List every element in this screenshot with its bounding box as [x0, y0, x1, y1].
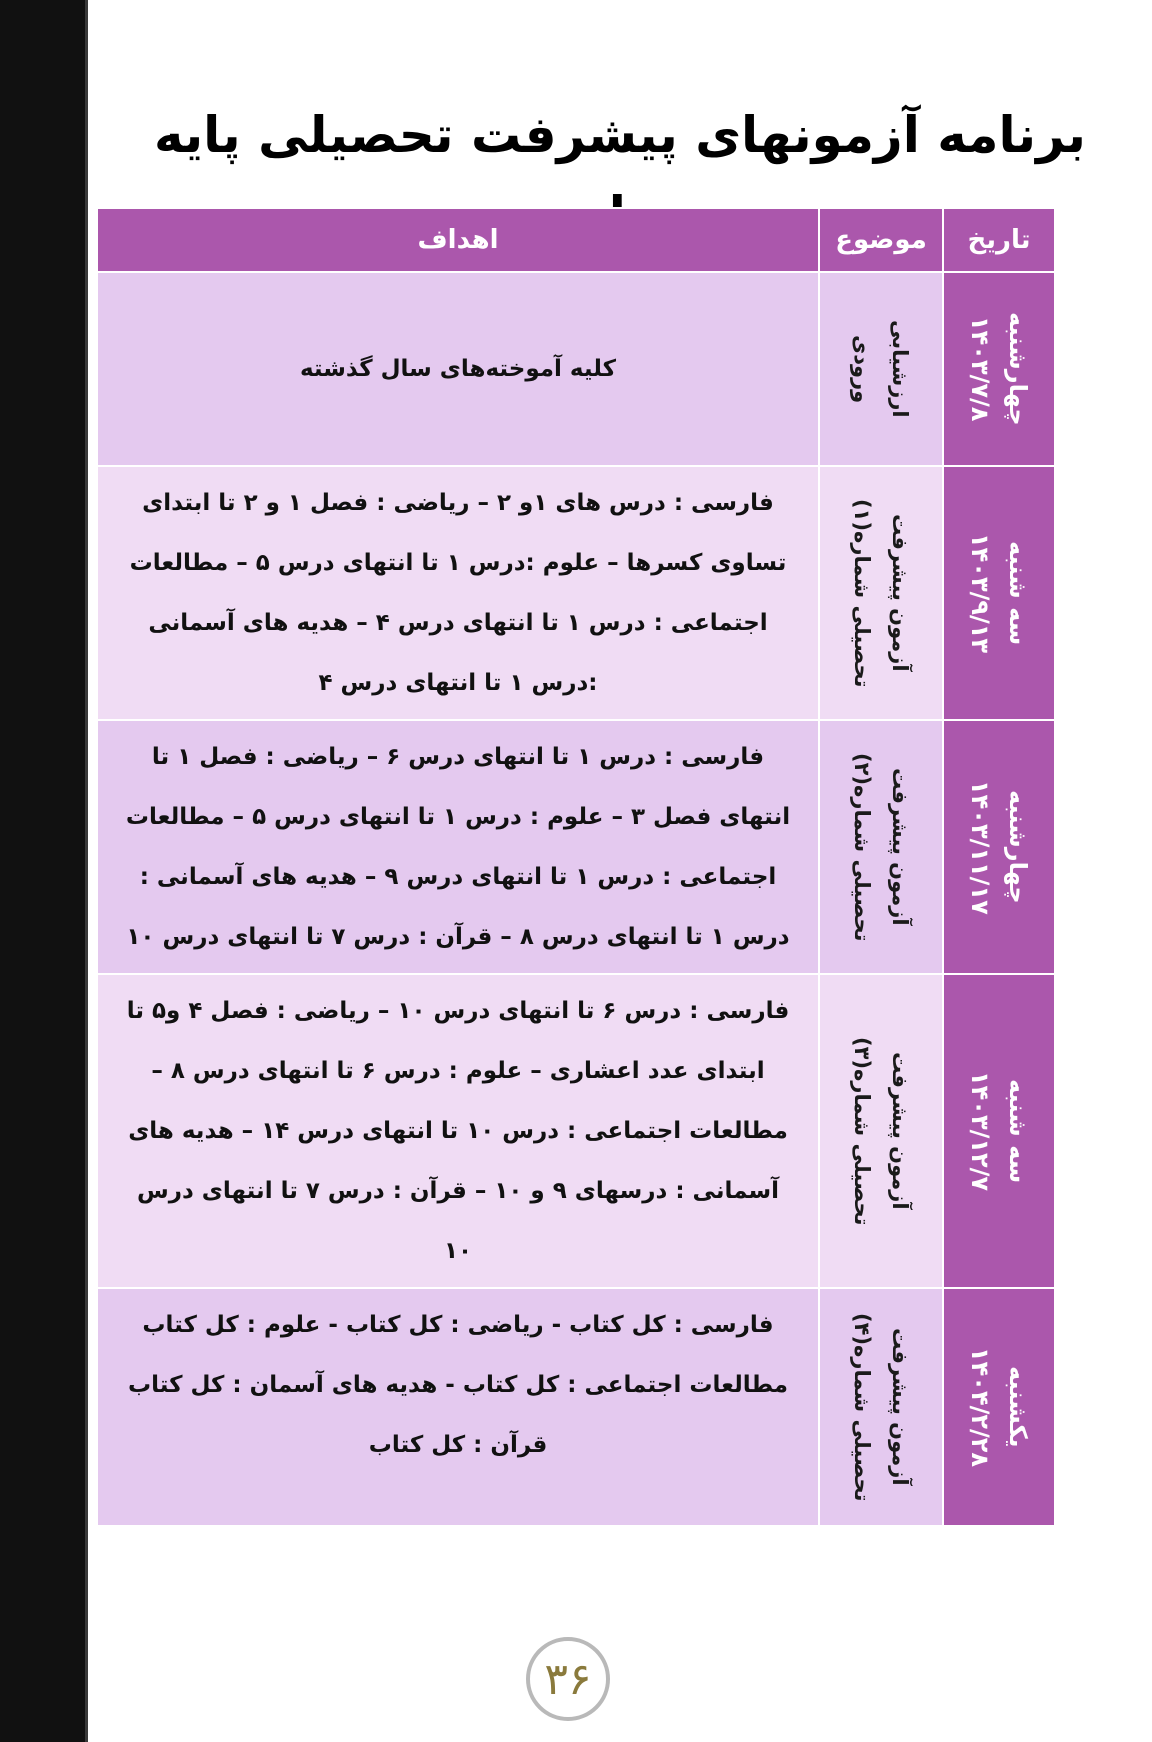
day-label: چهارشنبه	[1004, 312, 1032, 426]
goals-cell: فارسی : درس های ۱و ۲ – ریاضی : فصل ۱ و ۲ تا ابتدای تساوی کسرها – علوم :درس ۱ تا انتهای درس ۵ – مطالعات اجتماعی : درس ۱ تا انتهای درس ۴ – هدیه های آسمانی :درس ۱ تا انتهای درس ۴	[97, 466, 819, 720]
header-topic: موضوع	[819, 208, 943, 272]
date-label: ۱۴۰۴/۲/۲۸	[966, 1346, 994, 1468]
topic-cell	[819, 720, 943, 974]
date-cell	[943, 720, 1055, 974]
date-cell	[943, 1288, 1055, 1526]
header-date: تاریخ	[943, 208, 1055, 272]
goals-cell: فارسی : کل کتاب - ریاضی : کل کتاب - علوم : کل کتاب مطالعات اجتماعی : کل کتاب - هدیه های آسمان : کل کتاب قرآن : کل کتاب	[97, 1288, 819, 1526]
topic-line1: آزمون پیشرفت	[888, 1052, 912, 1210]
day-label: چهارشنبه	[1004, 790, 1032, 904]
topic-line2: تحصیلی شماره(۱)	[850, 498, 874, 688]
topic-line2: تحصیلی شماره(۲)	[850, 752, 874, 942]
table-row	[97, 974, 1055, 1288]
table-row	[97, 720, 1055, 974]
date-cell	[943, 974, 1055, 1288]
table-header-row	[97, 208, 1055, 272]
topic-line1: آزمون پیشرفت	[888, 768, 912, 926]
date-cell	[943, 272, 1055, 466]
date-label: ۱۴۰۳/۷/۸	[966, 316, 994, 422]
topic-line1: ارزشیابی	[888, 320, 912, 418]
date-label: ۱۴۰۳/۹/۱۳	[966, 532, 994, 654]
date-label: ۱۴۰۳/۱۲/۷	[966, 1070, 994, 1192]
day-label: سه شنبه	[1004, 540, 1032, 646]
topic-cell	[819, 466, 943, 720]
topic-line2: تحصیلی شماره(۴)	[850, 1312, 874, 1502]
topic-line2: ورودی	[850, 334, 874, 404]
topic-line2: تحصیلی شماره(۳)	[850, 1036, 874, 1226]
topic-cell	[819, 974, 943, 1288]
goals-cell: فارسی : درس ۶ تا انتهای درس ۱۰ – ریاضی : فصل ۴ و۵ تا ابتدای عدد اعشاری – علوم : درس ۶ تا انتهای درس ۸ – مطالعات اجتماعی : درس ۱۰ تا انتهای درس ۱۴ – هدیه های آسمانی : درسهای ۹ و ۱۰ – قرآن : درس ۷ تا انتهای درس ۱۰	[97, 974, 819, 1288]
header-goals: اهداف	[97, 208, 819, 272]
exam-schedule-table	[96, 207, 1056, 1527]
topic-cell	[819, 272, 943, 466]
page-title: برنامه آزمونهای پیشرفت تحصیلی پایه	[154, 106, 1086, 164]
table-row	[97, 272, 1055, 466]
page-number-badge: ۳۶	[526, 1637, 610, 1721]
topic-line1: آزمون پیشرفت	[888, 514, 912, 672]
goals-cell: کلیه آموخته‌های سال گذشته	[97, 272, 819, 466]
table-row	[97, 466, 1055, 720]
topic-line1: آزمون پیشرفت	[888, 1328, 912, 1486]
day-label: یکشنبه	[1004, 1366, 1032, 1448]
page-binding-strip	[0, 0, 88, 1742]
date-label: ۱۴۰۳/۱۱/۱۷	[966, 779, 994, 915]
topic-cell	[819, 1288, 943, 1526]
table-row	[97, 1288, 1055, 1526]
goals-cell: فارسی : درس ۱ تا انتهای درس ۶ – ریاضی : فصل ۱ تا انتهای فصل ۳ – علوم : درس ۱ تا انتهای درس ۵ – مطالعات اجتماعی : درس ۱ تا انتهای درس ۹ – هدیه های آسمانی : درس ۱ تا انتهای درس ۸ – قرآن : درس ۷ تا انتهای درس ۱۰	[97, 720, 819, 974]
date-cell	[943, 466, 1055, 720]
day-label: سه شنبه	[1004, 1078, 1032, 1184]
